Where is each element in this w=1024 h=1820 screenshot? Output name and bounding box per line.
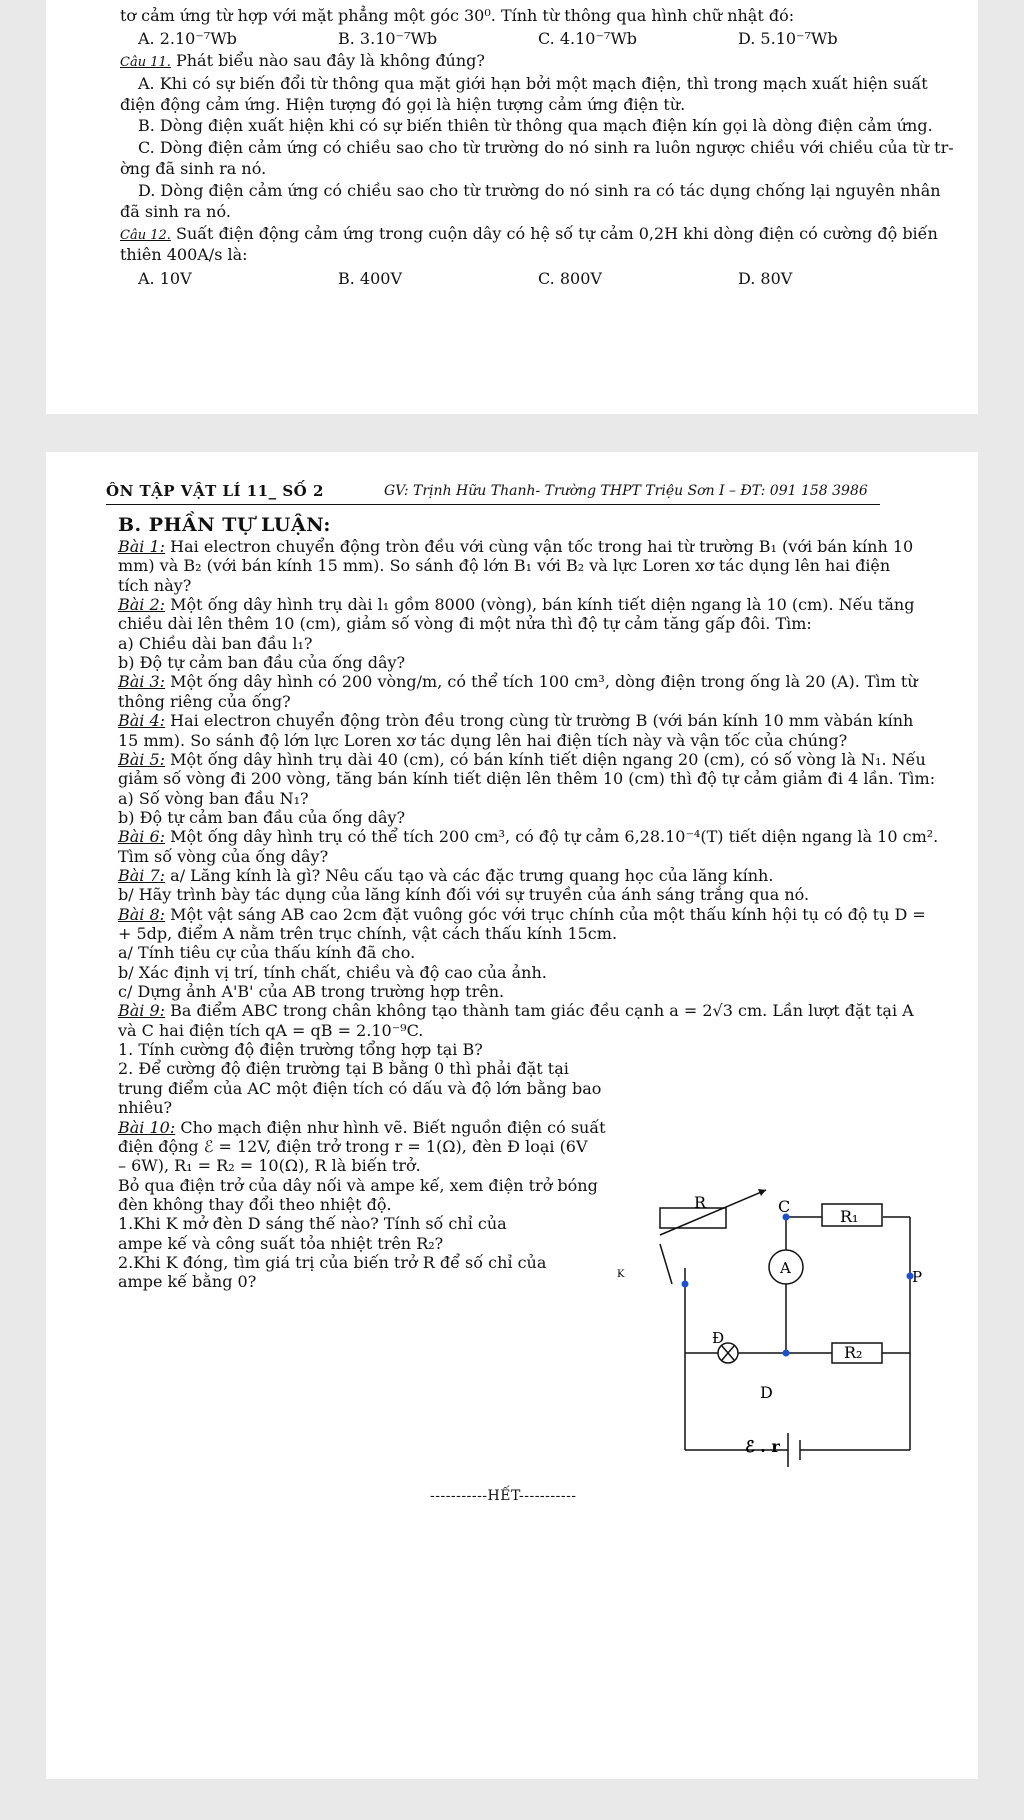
exercise-line-start — [118, 905, 926, 924]
exercise-line — [118, 1253, 546, 1272]
label-p: P — [912, 1268, 923, 1286]
header-author: GV: Trịnh Hữu Thanh- Trường THPT Triệu Sơn I – ĐT: 091 158 3986 — [384, 483, 868, 499]
exercise-line — [118, 982, 504, 1001]
q10-option-b: B. 3.10⁻⁷Wb — [338, 29, 438, 48]
exercise-line — [118, 885, 809, 904]
exercise-text: b) Độ tự cảm ban đầu của ống dây? — [118, 807, 406, 827]
q12-option-c: C. 800V — [538, 269, 602, 288]
exercise-text: Một ống dây hình có 200 vòng/m, có thể tích 100 cm³, dòng điện trong ống là 20 (A). Tìm từ — [165, 672, 918, 692]
exercise-text: Một ống dây hình trụ dài l₁ gồm 8000 (vòng), bán kính tiết diện ngang là 10 (cm). Nếu tăng — [165, 595, 915, 615]
q11-option-a: A. Khi có sự biến đổi từ thông qua mặt giới hạn bởi một mạch điện, thì trong mạch xuất hiện suất — [138, 74, 928, 93]
exercise-line — [118, 1176, 598, 1195]
exercise-line-start — [118, 537, 913, 556]
document-page-1 — [46, 0, 978, 414]
exercise-line-start — [118, 1118, 606, 1137]
label-ammeter: A — [780, 1259, 791, 1277]
exercise-text: ampe kế bằng 0? — [118, 1272, 257, 1292]
exercise-line — [118, 1234, 443, 1253]
exercise-text: a/ Lăng kính là gì? Nêu cấu tạo và các đặc trưng quang học của lăng kính. — [165, 865, 774, 885]
label-r2: R₂ — [844, 1343, 863, 1362]
exercise-text: 2. Để cường độ điện trường tại B bằng 0 thì phải đặt tại — [118, 1059, 569, 1079]
exercise-text: thông riêng của ống? — [118, 691, 291, 711]
exercise-label: Bài 9: — [118, 1001, 166, 1021]
exercise-text: Ba điểm ABC trong chân không tạo thành tam giác đều cạnh a = 2√3 cm. Lần lượt đặt tại A — [165, 1001, 914, 1021]
exercise-line-start — [118, 866, 773, 885]
exercise-line — [118, 634, 312, 653]
exercise-line — [118, 924, 617, 943]
exercise-text: 1. Tính cường độ điện trường tổng hợp tại B? — [118, 1040, 483, 1060]
exercise-line-start — [118, 827, 938, 846]
exercise-line — [118, 963, 547, 982]
exercise-line — [118, 847, 328, 866]
q12-option-a: A. 10V — [138, 269, 192, 288]
exercise-text: Một ống dây hình trụ dài 40 (cm), có bán kính tiết diện ngang 20 (cm), có số vòng là N₁. Nếu — [165, 749, 926, 769]
exercise-line — [118, 1079, 601, 1098]
exercise-line — [118, 943, 415, 962]
label-c: C — [778, 1197, 791, 1216]
exercise-text: chiều dài lên thêm 10 (cm), giảm số vòng đi một nửa thì độ tự cảm tăng gấp đôi. Tìm: — [118, 614, 812, 634]
exercise-text: 2.Khi K đóng, tìm giá trị của biến trở R để số chỉ của — [118, 1252, 547, 1272]
exercise-text: a) Chiều dài ban đầu l₁? — [118, 633, 313, 653]
exercise-line — [118, 769, 935, 788]
label-d: D — [760, 1383, 773, 1402]
label-lamp: Đ — [712, 1329, 725, 1347]
exercise-text: trung điểm của AC một điện tích có dấu và độ lớn bằng bao — [118, 1078, 602, 1098]
q11-option-a-cont: điện động cảm ứng. Hiện tượng đó gọi là hiện tượng cảm ứng điện từ. — [120, 95, 686, 114]
exercise-label: Bài 1: — [118, 537, 166, 556]
exercise-text: Hai electron chuyển động tròn đều với cùng vận tốc trong hai từ trường B₁ (với bán kính 10 — [165, 537, 914, 556]
q10-option-a: A. 2.10⁻⁷Wb — [138, 29, 237, 48]
exercise-label: Bài 2: — [118, 595, 166, 615]
exercise-label: Bài 10: — [118, 1117, 176, 1137]
exercise-line — [118, 808, 405, 827]
label-r: R — [694, 1193, 707, 1212]
exercise-text: – 6W), R₁ = R₂ = 10(Ω), R là biến trở. — [118, 1156, 421, 1176]
exercise-line — [118, 1195, 392, 1214]
exercise-label: Bài 5: — [118, 749, 166, 769]
exercise-line — [118, 1040, 483, 1059]
exercise-text: Tìm số vòng của ống dây? — [118, 846, 329, 866]
exercise-line-start — [118, 750, 926, 769]
exercise-label: Bài 7: — [118, 865, 166, 885]
exercise-text: mm) và B₂ (với bán kính 15 mm). So sánh độ lớn B₁ với B₂ và lực Loren xơ tác dụng lên hai điện — [118, 556, 891, 576]
exercise-line-start — [118, 1001, 914, 1020]
exercise-text: b/ Hãy trình bày tác dụng của lăng kính đối với sự truyền của ánh sáng trắng qua nó. — [118, 885, 810, 905]
exercise-line-start — [118, 672, 918, 691]
label-k: K — [617, 1269, 625, 1280]
exercise-text: đèn không thay đổi theo nhiệt độ. — [118, 1194, 392, 1214]
exercise-line — [118, 1059, 569, 1078]
exercise-line — [118, 1156, 421, 1175]
exercise-line — [118, 556, 890, 575]
section-title: B. PHẦN TỰ LUẬN: — [118, 514, 331, 536]
page-header — [106, 482, 880, 505]
exercise-label: Bài 8: — [118, 904, 166, 924]
q11-option-c-cont: ờng đã sinh ra nó. — [120, 159, 267, 178]
question-12-label: Câu 12. — [120, 228, 171, 243]
q10-option-c: C. 4.10⁻⁷Wb — [538, 29, 638, 48]
exercise-text: a/ Tính tiêu cự của thấu kính đã cho. — [118, 943, 416, 963]
exercise-line-start — [118, 595, 914, 614]
exercise-text: 1.Khi K mở đèn D sáng thế nào? Tính số chỉ của — [118, 1214, 507, 1234]
label-r1: R₁ — [840, 1207, 859, 1226]
exercise-line — [118, 789, 309, 808]
switch-k — [660, 1244, 672, 1284]
exercise-line — [118, 653, 405, 672]
exercise-line — [118, 1214, 507, 1233]
exercise-text: tích này? — [118, 575, 192, 595]
q11-option-d: D. Dòng điện cảm ứng có chiều sao cho từ trường do nó sinh ra có tác dụng chống lại nguyên nhân — [138, 181, 941, 200]
exercise-label: Bài 3: — [118, 672, 166, 692]
exercise-line — [118, 1098, 172, 1117]
exercise-text: + 5dp, điểm A nằm trên trục chính, vật cách thấu kính 15cm. — [118, 924, 618, 943]
exercise-line — [118, 1272, 256, 1291]
exercise-text: Một vật sáng AB cao 2cm đặt vuông góc với trục chính của một thấu kính hội tụ có độ tụ D = — [165, 904, 926, 924]
exercise-label: Bài 4: — [118, 711, 166, 731]
exercise-line — [118, 692, 291, 711]
question-12-stem-cont: thiên 400A/s là: — [120, 245, 248, 264]
label-source: ℰ . r — [745, 1437, 780, 1456]
question-10-fragment: tơ cảm ứng từ hợp với mặt phẳng một góc 30⁰. Tính từ thông qua hình chữ nhật đó: — [120, 6, 795, 25]
exercise-text: Một ống dây hình trụ có thể tích 200 cm³, có độ tự cảm 6,28.10⁻⁴(T) tiết diện ngang là 10 cm². — [165, 827, 939, 847]
exercise-text: ampe kế và công suất tỏa nhiệt trên R₂? — [118, 1233, 444, 1253]
exercise-text: Cho mạch điện như hình vẽ. Biết nguồn điện có suất — [175, 1117, 606, 1137]
exercise-text: Hai electron chuyển động tròn đều trong cùng từ trường B (với bán kính 10 mm vàbán kính — [165, 711, 914, 731]
exercise-line — [118, 1137, 588, 1156]
q11-option-c: C. Dòng điện cảm ứng có chiều sao cho từ trường do nó sinh ra luôn ngược chiều với chiều của từ tr- — [138, 138, 954, 157]
exercise-line — [118, 576, 191, 595]
question-11-stem: Câu 11. Phát biểu nào sau đây là không đúng? — [120, 51, 485, 70]
exercise-line-start — [118, 711, 913, 730]
exercise-text: và C hai điện tích qA = qB = 2.10⁻⁹C. — [118, 1020, 424, 1040]
exercise-text: 15 mm). So sánh độ lớn lực Loren xơ tác dụng lên hai điện tích này và vận tốc của chúng? — [118, 730, 848, 750]
exercise-text: Bỏ qua điện trở của dây nối và ampe kế, xem điện trở bóng — [118, 1175, 598, 1195]
q11-option-b: B. Dòng điện xuất hiện khi có sự biến thiên từ thông qua mạch điện kín gọi là dòng điện cảm ứng. — [138, 116, 933, 135]
exercise-text: b) Độ tự cảm ban đầu của ống dây? — [118, 653, 406, 673]
exercise-text: b/ Xác định vị trí, tính chất, chiều và độ cao của ảnh. — [118, 962, 547, 982]
exercise-label: Bài 6: — [118, 827, 166, 847]
q12-option-d: D. 80V — [738, 269, 793, 288]
footer-end-mark: -----------HẾT----------- — [430, 1488, 577, 1504]
q10-option-d: D. 5.10⁻⁷Wb — [738, 29, 838, 48]
exercise-line — [118, 731, 847, 750]
exercise-text: a) Số vòng ban đầu N₁? — [118, 788, 309, 808]
q11-option-d-cont: đã sinh ra nó. — [120, 202, 231, 221]
circuit-diagram — [600, 1180, 940, 1470]
question-12-stem: Câu 12. Suất điện động cảm ứng trong cuộn dây có hệ số tự cảm 0,2H khi dòng điện có cường độ biến — [120, 224, 938, 243]
exercise-text: c/ Dựng ảnh A'B' của AB trong trường hợp trên. — [118, 982, 505, 1002]
header-title: ÔN TẬP VẬT LÍ 11_ SỐ 2 — [106, 482, 324, 500]
exercise-text: nhiêu? — [118, 1098, 173, 1118]
exercise-line — [118, 614, 812, 633]
q12-option-b: B. 400V — [338, 269, 403, 288]
exercise-line — [118, 1021, 423, 1040]
exercise-text: điện động ℰ = 12V, điện trở trong r = 1(Ω), đèn Đ loại (6V — [118, 1136, 588, 1156]
question-11-label: Câu 11. — [120, 55, 171, 70]
exercise-text: giảm số vòng đi 200 vòng, tăng bán kính tiết diện lên thêm 10 (cm) thì độ tự cảm giảm đi 4 lần. Tìm: — [118, 769, 936, 789]
